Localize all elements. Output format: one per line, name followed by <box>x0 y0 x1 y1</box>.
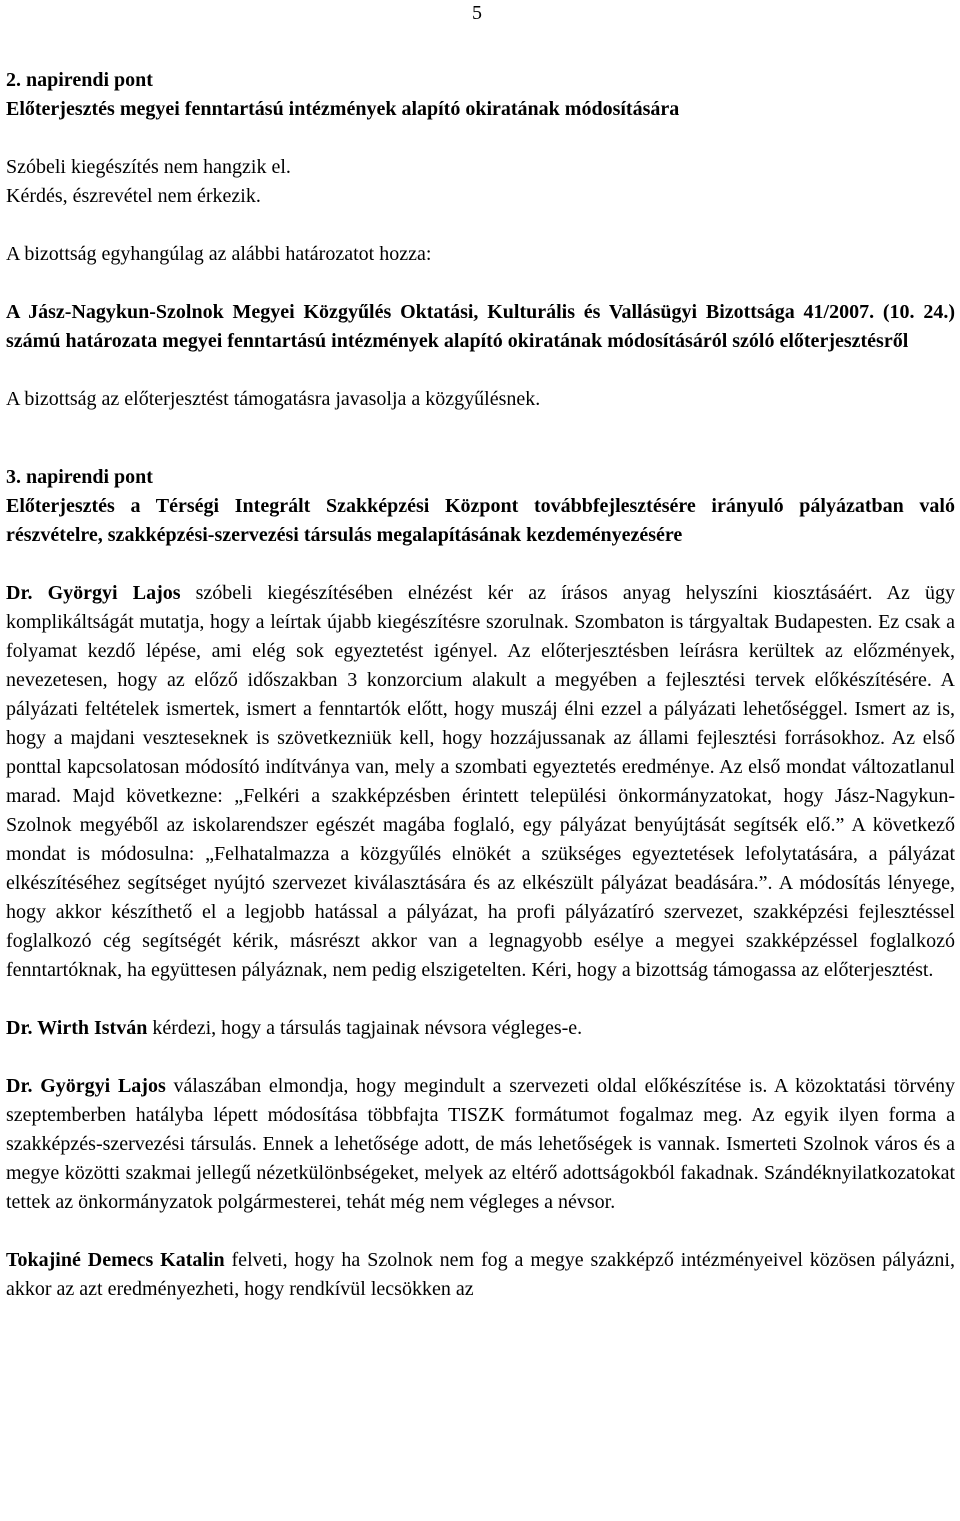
section2-line2: Kérdés, észrevétel nem érkezik. <box>6 185 261 207</box>
section2-title: Előterjesztés megyei fenntartású intézmények alapító okiratának módosítására <box>6 98 680 120</box>
speaker-name: Dr. Györgyi Lajos <box>6 582 181 604</box>
section3-paragraph-4: Tokajiné Demecs Katalin felveti, hogy ha Szolnok nem fog a megye szakképző intézményeivel közösen pályázni, akkor az azt eredményezheti, hogy rendkívül lecsökken az <box>6 1249 955 1300</box>
section3-paragraph-2: Dr. Wirth István kérdezi, hogy a társulás tagjainak névsora végleges-e. <box>6 1017 583 1039</box>
section3-paragraph-1: Dr. Györgyi Lajos szóbeli kiegészítésében elnézést kér az írásos anyag helyszíni kiosztásáért. Az ügy komplikáltságát mutatja, hogy a leírtak újabb kiegészítésre szorulnak. Szombaton is tárgyaltak Budapesten. Ez csak a folyamat kezdő lépése, ami elég sok egyeztetést igényel. Az előterjesztésben leírásra kerültek az előzmények, nevezetesen, hogy az előző időszakban 3 konzorcium alakult a megyében a fejlesztési tervek előkészítésére. A pályázati feltételek ismertek, ismert a fenntartók előtt, hogy muszáj élni ezzel a pályázati lehetőséggel. Ismert az is, hogy a majdani veszteseknek is szövetkezniük kell, hogy hozzájussanak az állami fejlesztési forrásokhoz. Az első ponttal kapcsolatosan módosító indítványa van, mely a szombati egyeztetés eredménye. Az első mondat változatlanul marad. Majd következne: „Felkéri a szakképzésben érintett települési önkormányzatokat, hogy Jász-Nagykun-Szolnok megyéből az iskolarendszer egészét magába foglaló, egy pályázat benyújtását segítsék elő.” A következő mondat is módosulna: „Felhatalmazza a közgyűlés elnökét a szükséges egyeztetések lefolytatására, a pályázat elkészítéséhez segítséget nyújtó szervezet kiválasztására és az elkészült pályázat beadására.”. A módosítás lényege, hogy akkor készíthető el a legjobb hatással a pályázat, ha profi pályázatíró szervezet, szakképzési fejlesztéssel foglalkozó cég segítségét kérik, másrészt akkor van a legnagyobb esélye a megyei szakképzéssel foglalkozó fenntartóknak, ha együttesen pályáznak, nem pedig elszigetelten. Kéri, hogy a bizottság támogassa az előterjesztést. <box>6 582 955 981</box>
speaker-name: Tokajiné Demecs Katalin <box>6 1249 225 1271</box>
section2-recommendation: A bizottság az előterjesztést támogatásra javasolja a közgyűlésnek. <box>6 388 541 410</box>
section3-heading: 3. napirendi pont <box>6 466 153 488</box>
section2-resolution: A Jász-Nagykun-Szolnok Megyei Közgyűlés Oktatási, Kulturális és Vallásügyi Bizottsága 41/2007. (10. 24.) számú határozata megyei fenntartású intézmények alapító okiratának módosításáról szóló előterjesztésről <box>6 301 955 352</box>
page-number: 5 <box>472 2 482 24</box>
speaker-name: Dr. Györgyi Lajos <box>6 1075 166 1097</box>
section3-paragraph-3: Dr. Györgyi Lajos válaszában elmondja, hogy megindult a szervezeti oldal előkészítése is. A közoktatási törvény szeptemberben hatályba lépett módosítása többfajta TISZK formátumot fogalmaz meg. Az egyik ilyen forma a szakképzés-szervezési társulás. Ennek a lehetősége adott, de más lehetőségek is vannak. Ismerteti Szolnok város és a megye közötti szakmai jellegű nézetkülönbségeket, melyek az eltérő adottságokból fakadnak. Szándéknyilatkozatokat tettek az önkormányzatok polgármesterei, tehát még nem végleges a névsor. <box>6 1075 955 1213</box>
speaker-name: Dr. Wirth István <box>6 1017 148 1039</box>
section2-line3: A bizottság egyhangúlag az alábbi határozatot hozza: <box>6 243 432 265</box>
section2-heading: 2. napirendi pont <box>6 69 153 91</box>
section3-title: Előterjesztés a Térségi Integrált Szakképzési Központ továbbfejlesztésére irányuló pályázatban való részvételre, szakképzési-szervezési társulás megalapításának kezdeményezésére <box>6 495 955 546</box>
document-body <box>6 66 955 1304</box>
section2-line1: Szóbeli kiegészítés nem hangzik el. <box>6 156 291 178</box>
